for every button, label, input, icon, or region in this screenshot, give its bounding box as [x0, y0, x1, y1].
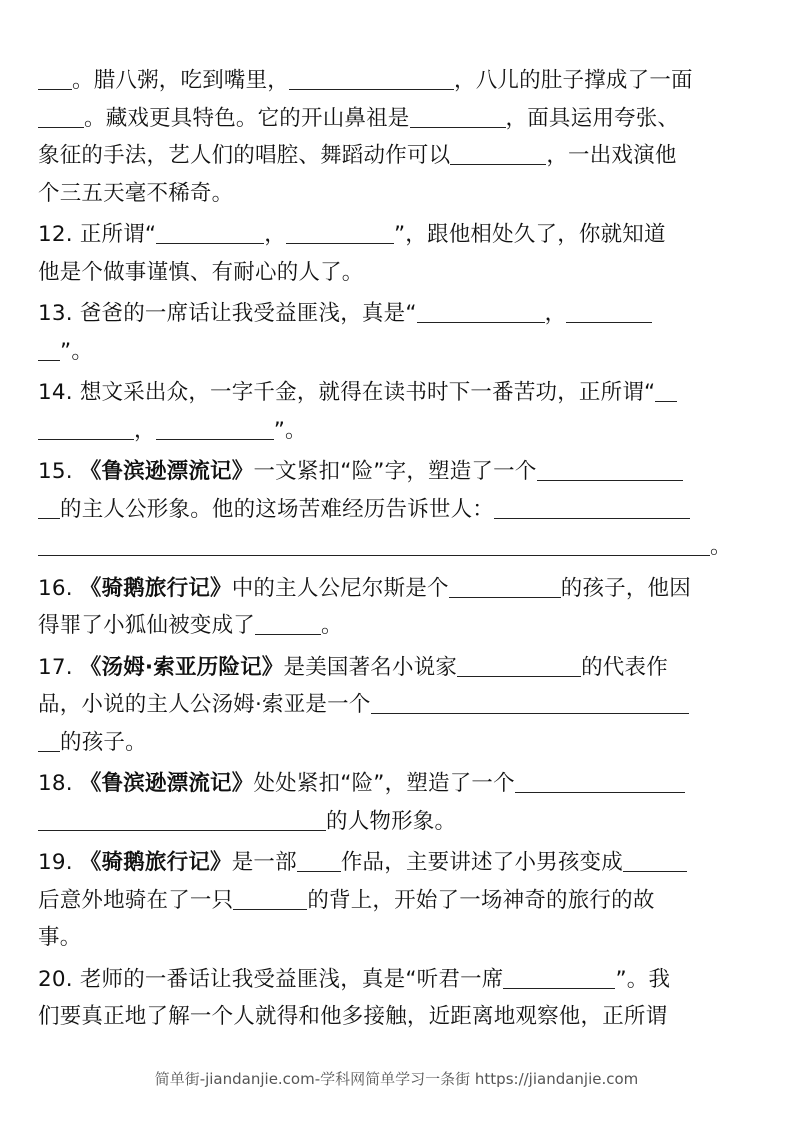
answer-blank[interactable] [38, 339, 60, 361]
answer-blank[interactable] [503, 967, 615, 989]
question-text: 的背上，开始了一场神奇的旅行的故 [307, 887, 655, 913]
question-text: 们要真正地了解一个人就得和他多接触，近距离地观察他，正所谓 [38, 1004, 668, 1029]
question-text: 的人物形象。 [326, 808, 457, 834]
text-line [38, 453, 756, 491]
text-line [38, 175, 756, 213]
answer-blank[interactable] [38, 534, 710, 556]
text-line [38, 137, 756, 175]
answer-blank[interactable] [289, 68, 454, 90]
answer-blank[interactable] [38, 418, 134, 440]
book-title-text: 《汤姆·索亚历险记》 [79, 654, 284, 680]
question-text: 的孩子，他因 [560, 575, 691, 601]
answer-blank[interactable] [494, 497, 690, 519]
answer-blank[interactable] [457, 655, 581, 677]
question-text: ， [544, 301, 567, 326]
question-text: 。 [321, 613, 343, 638]
answer-blank[interactable] [450, 143, 546, 165]
question-text: 后意外地骑在了一只 [38, 887, 234, 913]
question-text: 12. 正所谓“ [38, 222, 157, 247]
question-text: 14. 想文采出众，一字千金，就得在读书时下一番苦功，正所谓“ [38, 380, 656, 405]
question-text: 是美国著名小说家 [283, 654, 458, 680]
book-title-text: 《骑鹅旅行记》 [79, 575, 232, 601]
text-line [38, 844, 756, 882]
answer-blank[interactable] [655, 380, 677, 402]
text-line [38, 100, 756, 138]
text-line [38, 295, 756, 333]
question-text: 品，小说的主人公汤姆·索亚是一个 [38, 692, 371, 717]
question-text: 20. 老师的一番话让我受益匪浅，真是“听君一席 [38, 966, 504, 992]
answer-blank[interactable] [417, 301, 545, 323]
question-text: 象征的手法，艺人们的唱腔、舞蹈动作可以 [38, 143, 451, 168]
text-line [38, 491, 756, 529]
answer-blank[interactable] [38, 68, 72, 90]
text-line [38, 412, 756, 450]
question-text: 16. [38, 575, 80, 601]
text-line [38, 570, 756, 608]
answer-blank[interactable] [286, 222, 394, 244]
answer-blank[interactable] [156, 418, 274, 440]
question-text: ”。 [60, 338, 94, 364]
text-line [38, 998, 756, 1036]
answer-blank[interactable] [233, 888, 307, 910]
answer-blank[interactable] [38, 106, 84, 128]
answer-blank[interactable] [38, 497, 60, 519]
text-line [38, 254, 756, 292]
text-line [38, 961, 756, 999]
text-line [38, 333, 756, 371]
answer-blank[interactable] [566, 301, 652, 323]
question-text: ”，跟他相处久了，你就知道 [393, 222, 666, 247]
question-text: 19. [38, 850, 80, 875]
question-text: 。腊八粥，吃到嘴里， [72, 68, 290, 93]
question-text: 他是个做事谨慎、有耐心的人了。 [38, 259, 364, 285]
question-text: 13. 爸爸的一席话让我受益匪浅，真是“ [38, 301, 417, 326]
question-text: 15. [38, 459, 80, 484]
text-line [38, 686, 756, 724]
question-text: ，一出戏演他 [546, 143, 677, 168]
text-line [38, 216, 756, 254]
text-line [38, 62, 756, 100]
answer-blank[interactable] [623, 850, 687, 872]
text-line [38, 607, 756, 645]
answer-blank[interactable] [38, 730, 60, 752]
answer-blank[interactable] [537, 459, 683, 481]
text-line [38, 724, 756, 762]
book-title-text: 《骑鹅旅行记》 [79, 850, 232, 875]
text-line [38, 374, 756, 412]
text-line [38, 649, 756, 687]
question-text: 是一部 [231, 850, 297, 875]
question-text: ， [264, 222, 286, 247]
question-text: 处处紧扣“险”，塑造了一个 [253, 771, 515, 796]
question-text: 。藏戏更具特色。它的开山鼻祖是 [84, 105, 410, 131]
answer-blank[interactable] [255, 613, 321, 635]
question-text: 的主人公形象。他的这场苦难经历告诉世人： [60, 496, 495, 522]
page-footer: 简单街-jiandanjie.com-学科网简单学习一条街 https://jiandanjie.com [154, 1070, 639, 1088]
text-line [38, 803, 756, 841]
answer-blank[interactable] [297, 850, 341, 872]
text-line [38, 528, 756, 566]
question-text: 作品，主要讲述了小男孩变成 [340, 850, 623, 875]
answer-blank[interactable] [515, 771, 685, 793]
question-text: 。 [710, 534, 732, 559]
answer-blank[interactable] [38, 809, 326, 831]
book-title-text: 《鲁滨逊漂流记》 [79, 459, 254, 484]
book-title-text: 《鲁滨逊漂流记》 [79, 771, 254, 796]
question-text: 事。 [38, 925, 82, 950]
answer-blank[interactable] [156, 222, 264, 244]
question-text: 18. [38, 771, 80, 796]
worksheet-body [38, 62, 756, 1036]
question-text: 中的主人公尼尔斯是个 [231, 575, 449, 601]
question-text: 17. [38, 654, 80, 680]
question-text: ，面具运用夸张、 [505, 105, 680, 131]
question-text: 个三五天毫不稀奇。 [38, 180, 234, 206]
answer-blank[interactable] [449, 576, 561, 598]
question-text: 的代表作 [581, 654, 668, 680]
text-line [38, 919, 756, 957]
answer-blank[interactable] [410, 106, 506, 128]
text-line [38, 765, 756, 803]
question-text: ”。 [273, 417, 307, 443]
question-text: ”。我 [615, 966, 671, 992]
question-text: ，八儿的肚子撑成了一面 [454, 68, 693, 93]
answer-blank[interactable] [371, 692, 689, 714]
text-line [38, 882, 756, 920]
question-text: 得罪了小狐仙被变成了 [38, 613, 256, 638]
question-text: ， [134, 417, 156, 443]
question-text: 的孩子。 [60, 729, 147, 755]
question-text: 一文紧扣“险”字，塑造了一个 [253, 459, 537, 484]
